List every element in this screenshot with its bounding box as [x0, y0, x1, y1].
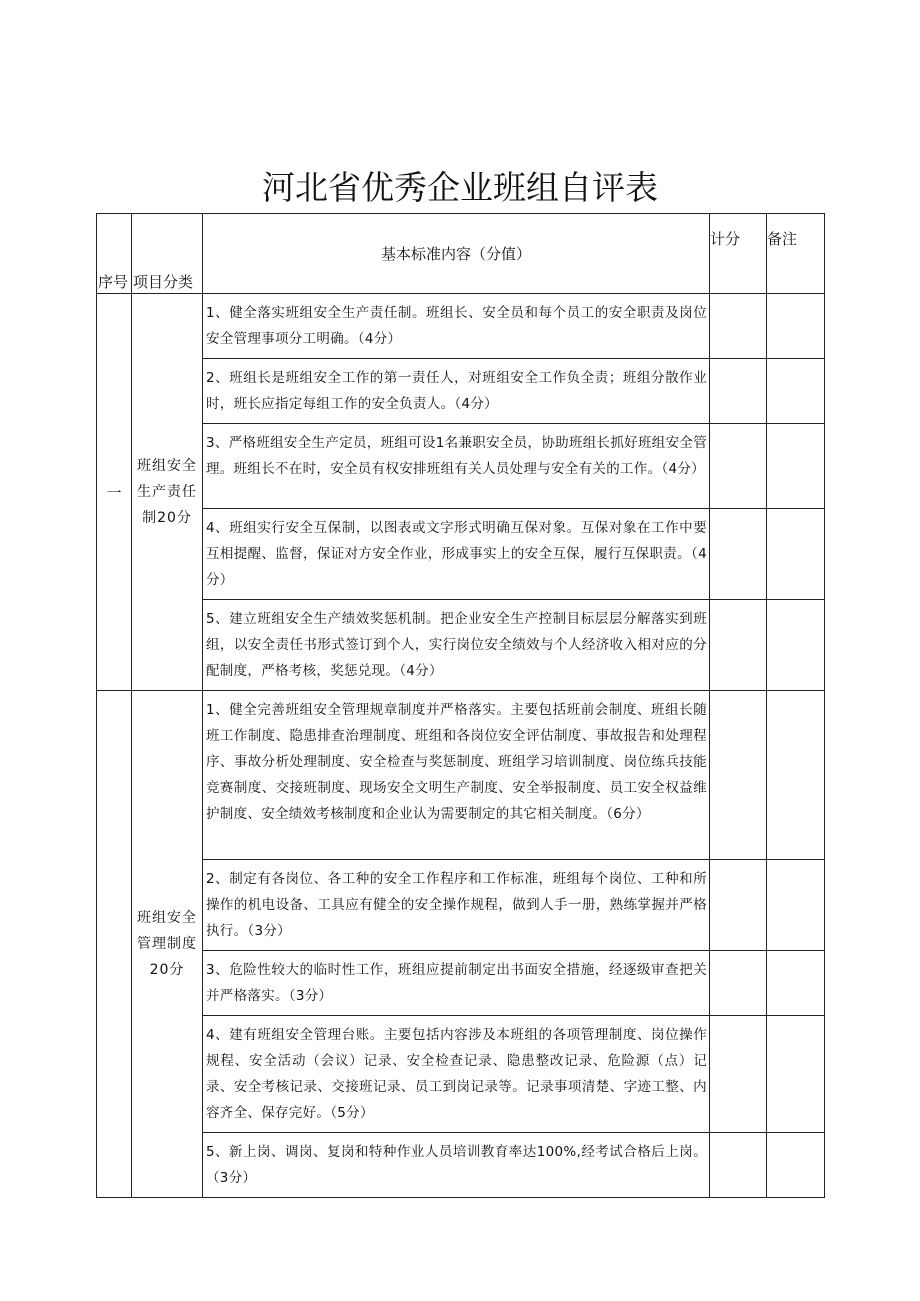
header-seq: 序号	[97, 214, 132, 294]
score-cell[interactable]	[710, 600, 767, 691]
note-cell[interactable]	[767, 600, 825, 691]
table-row	[97, 509, 825, 600]
header-category: 项目分类	[132, 214, 203, 294]
table-row	[97, 600, 825, 691]
section-category: 班组安全 管理制度 20分	[132, 691, 203, 1198]
score-cell[interactable]	[710, 509, 767, 600]
note-cell[interactable]	[767, 509, 825, 600]
criteria-item: 3、严格班组安全生产定员，班组可设1名兼职安全员，协助班组长抓好班组安全管理。班组长不在时，安全员有权安排班组有关人员处理与安全有关的工作。（4分）	[203, 424, 710, 509]
note-cell[interactable]	[767, 424, 825, 509]
table-row	[97, 860, 825, 951]
table-row	[97, 1133, 825, 1198]
score-cell[interactable]	[710, 294, 767, 359]
criteria-item: 2、班组长是班组安全工作的第一责任人，对班组安全工作负全责；班组分散作业时，班长应指定每组工作的安全负责人。（4分）	[203, 359, 710, 424]
criteria-item: 1、健全完善班组安全管理规章制度并严格落实。主要包括班前会制度、班组长随班工作制度、隐患排查治理制度、班组和各岗位安全评估制度、事故报告和处理程序、事故分析处理制度、安全检查与奖惩制度、班组学习培训制度、岗位练兵技能竞赛制度、交接班制度、现场安全文明生产制度、安全举报制度、员工安全权益维护制度、安全绩效考核制度和企业认为需要制定的其它相关制度。（6分）	[203, 691, 710, 860]
score-cell[interactable]	[710, 359, 767, 424]
criteria-item: 1、健全落实班组安全生产责任制。班组长、安全员和每个员工的安全职责及岗位安全管理事项分工明确。（4分）	[203, 294, 710, 359]
table-row	[97, 294, 825, 359]
section-seq: 一	[97, 294, 132, 691]
header-content: 基本标准内容（分值）	[203, 214, 710, 294]
note-cell[interactable]	[767, 691, 825, 860]
note-cell[interactable]	[767, 1016, 825, 1133]
note-cell[interactable]	[767, 294, 825, 359]
score-cell[interactable]	[710, 424, 767, 509]
table-row	[97, 424, 825, 509]
criteria-item: 2、制定有各岗位、各工种的安全工作程序和工作标准，班组每个岗位、工种和所操作的机电设备、工具应有健全的安全操作规程，做到人手一册，熟练掌握并严格执行。（3分）	[203, 860, 710, 951]
score-cell[interactable]	[710, 951, 767, 1016]
note-cell[interactable]	[767, 359, 825, 424]
table-row	[97, 951, 825, 1016]
criteria-item: 4、班组实行安全互保制，以图表或文字形式明确互保对象。互保对象在工作中要互相提醒、监督，保证对方安全作业，形成事实上的安全互保，履行互保职责。（4分）	[203, 509, 710, 600]
note-cell[interactable]	[767, 951, 825, 1016]
criteria-item: 3、危险性较大的临时性工作，班组应提前制定出书面安全措施，经逐级审查把关并严格落实。（3分）	[203, 951, 710, 1016]
note-cell[interactable]	[767, 1133, 825, 1198]
note-cell[interactable]	[767, 860, 825, 951]
criteria-item: 5、建立班组安全生产绩效奖惩机制。把企业安全生产控制目标层层分解落实到班组，以安全责任书形式签订到个人，实行岗位安全绩效与个人经济收入相对应的分配制度，严格考核，奖惩兑现。（4分）	[203, 600, 710, 691]
score-cell[interactable]	[710, 691, 767, 860]
score-cell[interactable]	[710, 1133, 767, 1198]
table-row	[97, 359, 825, 424]
header-note: 备注	[767, 214, 825, 294]
section-seq	[97, 691, 132, 1198]
score-cell[interactable]	[710, 860, 767, 951]
table-row	[97, 691, 825, 860]
section-category: 班组安全 生产责任 制20分	[132, 294, 203, 691]
page-title: 河北省优秀企业班组自评表	[262, 168, 658, 207]
header-score: 计分	[710, 214, 767, 294]
criteria-item: 4、建有班组安全管理台账。主要包括内容涉及本班组的各项管理制度、岗位操作规程、安全活动（会议）记录、安全检查记录、隐患整改记录、危险源（点）记录、安全考核记录、交接班记录、员工到岗记录等。记录事项清楚、字迹工整、内容齐全、保存完好。（5分）	[203, 1016, 710, 1133]
criteria-item: 5、新上岗、调岗、复岗和特种作业人员培训教育率达100%,经考试合格后上岗。（3分）	[203, 1133, 710, 1198]
table-header-row	[97, 214, 825, 294]
score-cell[interactable]	[710, 1016, 767, 1133]
table-row	[97, 1016, 825, 1133]
self-evaluation-table	[96, 213, 825, 1198]
